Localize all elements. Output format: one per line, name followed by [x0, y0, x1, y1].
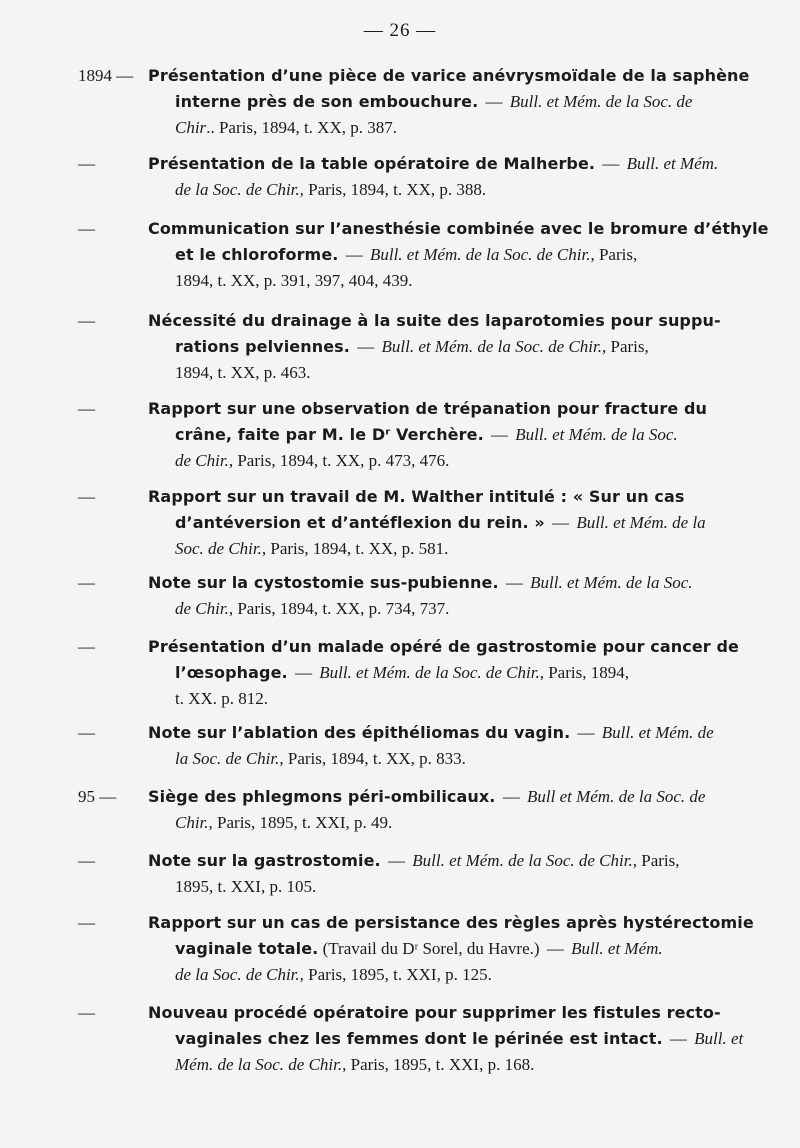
- entry-line: [148, 308, 721, 334]
- entry-line: [148, 910, 754, 936]
- entry-line: [148, 1000, 721, 1026]
- journal-name: [571, 939, 663, 958]
- journal-name: [382, 337, 603, 356]
- entry-title: Rapport sur un travail de M. Walther intitulé : « Sur un cas: [148, 487, 685, 506]
- separator-dash: —: [547, 513, 574, 532]
- entry-year-dash: —: [78, 154, 95, 173]
- citation-details: 1894, t. XX, p. 391, 397, 404, 439.: [175, 271, 413, 290]
- journal-name-text: Bull. et Mém.: [571, 939, 663, 958]
- entry-line: [175, 510, 706, 536]
- journal-name-text: la Soc. de Chir.: [175, 749, 280, 768]
- journal-name: [175, 599, 229, 618]
- entry-line: [175, 115, 397, 141]
- separator-dash: —: [341, 245, 367, 264]
- citation-details: , Paris, 1894,: [539, 663, 629, 682]
- entry-line: [175, 874, 316, 900]
- citation-details: 1895, t. XXI, p. 105.: [175, 877, 317, 896]
- entry-line: [175, 242, 637, 268]
- journal-name: [515, 425, 677, 444]
- entry-line: [175, 89, 692, 115]
- journal-name-text: Bull. et Mém. de: [601, 723, 714, 742]
- journal-name: [175, 118, 206, 137]
- journal-name: [175, 965, 300, 984]
- entry-title: Nouveau procédé opératoire pour supprimer les fistules recto-: [148, 1003, 721, 1022]
- entry-line: [148, 784, 705, 810]
- citation-details: .. Paris, 1894, t. XX, p. 387.: [206, 118, 397, 137]
- journal-name: [175, 1055, 342, 1074]
- separator-dash: —: [481, 92, 507, 111]
- page-number: — 26 —: [363, 20, 437, 41]
- separator-dash: —: [486, 425, 513, 444]
- journal-name-text: Bull. et: [694, 1029, 744, 1048]
- citation-details: , Paris, 1895, t. XXI, p. 168.: [342, 1055, 535, 1074]
- citation-details: , Paris, 1894, t. XX, p. 833.: [279, 749, 466, 768]
- journal-name-text: Chir.: [175, 813, 209, 832]
- entry-line: [175, 596, 449, 622]
- journal-name: [627, 154, 719, 173]
- journal-name-text: de Chir.: [175, 451, 229, 470]
- entry-title: Présentation de la table opératoire de Malherbe.: [148, 154, 596, 173]
- journal-name: [527, 787, 705, 806]
- entry-year-dash: —: [78, 487, 95, 506]
- journal-name-text: de la Soc. de Chir.: [175, 180, 300, 199]
- journal-name: [175, 180, 300, 199]
- separator-dash: —: [290, 663, 317, 682]
- journal-name-text: Bull. et Mém. de la Soc. de Chir.: [369, 245, 591, 264]
- entry-title: Note sur l’ablation des épithéliomas du vagin.: [148, 723, 571, 742]
- citation-details: , Paris, 1894, t. XX, p. 581.: [261, 539, 449, 558]
- entry-title: d’antéversion et d’antéflexion du rein. »: [175, 513, 545, 532]
- entry-title: et le chloroforme.: [175, 245, 339, 264]
- citation-details: , Paris, 1895, t. XXI, p. 49.: [208, 813, 393, 832]
- entry-title: vaginales chez les femmes dont le périnée est intact.: [175, 1029, 663, 1048]
- journal-name-text: Soc. de Chir.: [175, 539, 262, 558]
- citation-details: , Paris, 1894, t. XX, p. 388.: [299, 180, 487, 199]
- journal-name-text: Bull. et Mém. de la Soc. de Chir.: [412, 851, 633, 870]
- entry-title: Communication sur l’anesthésie combinée avec le bromure d’éthyle: [148, 219, 769, 238]
- citation-details: , Paris,: [602, 337, 649, 356]
- journal-name: [175, 749, 279, 768]
- entry-line: [175, 746, 466, 772]
- entry-year-dash: —: [78, 913, 95, 932]
- entry-line: [175, 686, 268, 712]
- separator-dash: —: [501, 573, 528, 592]
- entry-title: rations pelviennes.: [175, 337, 350, 356]
- entry-title: Note sur la gastrostomie.: [148, 851, 381, 870]
- entry-line: [148, 720, 714, 746]
- citation-details: , Paris, 1894, t. XX, p. 473, 476.: [228, 451, 450, 470]
- entry-year-dash: —: [78, 1003, 95, 1022]
- entry-year-dash: 95 —: [78, 787, 117, 806]
- citation-details: (Travail du Dʳ Sorel, du Havre.): [318, 939, 540, 958]
- entry-line: [148, 63, 749, 89]
- entry-line: [175, 268, 413, 294]
- journal-name: [175, 451, 229, 470]
- journal-name-text: Bull. et Mém.: [626, 154, 719, 173]
- entry-line: [148, 396, 707, 422]
- journal-name-text: Bull et Mém. de la Soc. de: [526, 787, 706, 806]
- journal-name: [319, 663, 540, 682]
- entry-title: interne près de son embouchure.: [175, 92, 479, 111]
- entry-title: l’œsophage.: [175, 663, 288, 682]
- journal-name: [576, 513, 705, 532]
- journal-name: [694, 1029, 743, 1048]
- entry-line: [175, 536, 448, 562]
- entry-year-dash: —: [78, 311, 95, 330]
- entry-year-dash: —: [78, 573, 95, 592]
- entry-line: [148, 570, 693, 596]
- journal-name: [175, 813, 209, 832]
- separator-dash: —: [573, 723, 599, 742]
- entry-line: [175, 1052, 534, 1078]
- entry-title: Note sur la cystostomie sus-pubienne.: [148, 573, 499, 592]
- entry-line: [175, 448, 449, 474]
- journal-name-text: de la Soc. de Chir.: [175, 965, 300, 984]
- entry-year-dash: —: [78, 219, 95, 238]
- entry-line: [175, 360, 311, 386]
- journal-name-text: Bull. et Mém. de la Soc.: [515, 425, 678, 444]
- entry-title: Rapport sur une observation de trépanation pour fracture du: [148, 399, 708, 418]
- entry-title: Nécessité du drainage à la suite des laparotomies pour suppu-: [148, 311, 721, 330]
- journal-name: [510, 92, 693, 111]
- journal-name-text: Bull. et Mém. de la Soc.: [530, 573, 693, 592]
- entry-year-dash: 1894 —: [78, 66, 134, 85]
- journal-name: [602, 723, 714, 742]
- entry-line: [148, 848, 679, 874]
- journal-name: [530, 573, 692, 592]
- citation-details: t. XX. p. 812.: [175, 689, 269, 708]
- citation-details: , Paris,: [632, 851, 680, 870]
- journal-name: [175, 539, 262, 558]
- entry-year-dash: —: [78, 637, 95, 656]
- entry-line: [175, 810, 392, 836]
- journal-name: [370, 245, 591, 264]
- entry-line: [148, 151, 718, 177]
- separator-dash: —: [598, 154, 624, 173]
- entry-line: [175, 1026, 743, 1052]
- journal-name-text: Bull. et Mém. de la: [576, 513, 706, 532]
- entry-title: crâne, faite par M. le Dʳ Verchère.: [175, 425, 484, 444]
- entry-line: [148, 484, 684, 510]
- journal-name-text: Mém. de la Soc. de Chir.: [175, 1055, 343, 1074]
- entry-year-dash: —: [78, 399, 95, 418]
- citation-details: , Paris, 1894, t. XX, p. 734, 737.: [228, 599, 450, 618]
- entry-line: [175, 962, 492, 988]
- entry-title: Rapport sur un cas de persistance des règles après hystérectomie: [148, 913, 754, 932]
- separator-dash: —: [542, 939, 569, 958]
- entry-line: [175, 177, 486, 203]
- journal-name-text: Bull. et Mém. de la Soc. de Chir.: [319, 663, 540, 682]
- entry-line: [148, 216, 769, 242]
- entry-line: [175, 334, 649, 360]
- journal-name-text: Chir: [175, 118, 207, 137]
- entry-line: [175, 422, 678, 448]
- entry-title: Présentation d’un malade opéré de gastrostomie pour cancer de: [148, 637, 739, 656]
- journal-name: [412, 851, 633, 870]
- journal-name-text: Bull. et Mém. de la Soc. de: [509, 92, 693, 111]
- entry-year-dash: —: [78, 851, 95, 870]
- entry-title: Siège des phlegmons péri-ombilicaux.: [148, 787, 496, 806]
- citation-details: , Paris,: [590, 245, 638, 264]
- entry-year-dash: —: [78, 723, 95, 742]
- separator-dash: —: [665, 1029, 692, 1048]
- entry-title: Présentation d’une pièce de varice anévrysmoïdale de la saphène: [148, 66, 750, 85]
- separator-dash: —: [383, 851, 410, 870]
- citation-details: , Paris, 1895, t. XXI, p. 125.: [299, 965, 492, 984]
- entry-line: [175, 936, 663, 962]
- entry-line: [148, 634, 739, 660]
- journal-name-text: Bull. et Mém. de la Soc. de Chir.: [381, 337, 602, 356]
- journal-name-text: de Chir.: [175, 599, 229, 618]
- entry-line: [175, 660, 629, 686]
- separator-dash: —: [353, 337, 379, 356]
- citation-details: 1894, t. XX, p. 463.: [175, 363, 311, 382]
- entry-title: vaginale totale.: [175, 939, 319, 958]
- separator-dash: —: [498, 787, 524, 806]
